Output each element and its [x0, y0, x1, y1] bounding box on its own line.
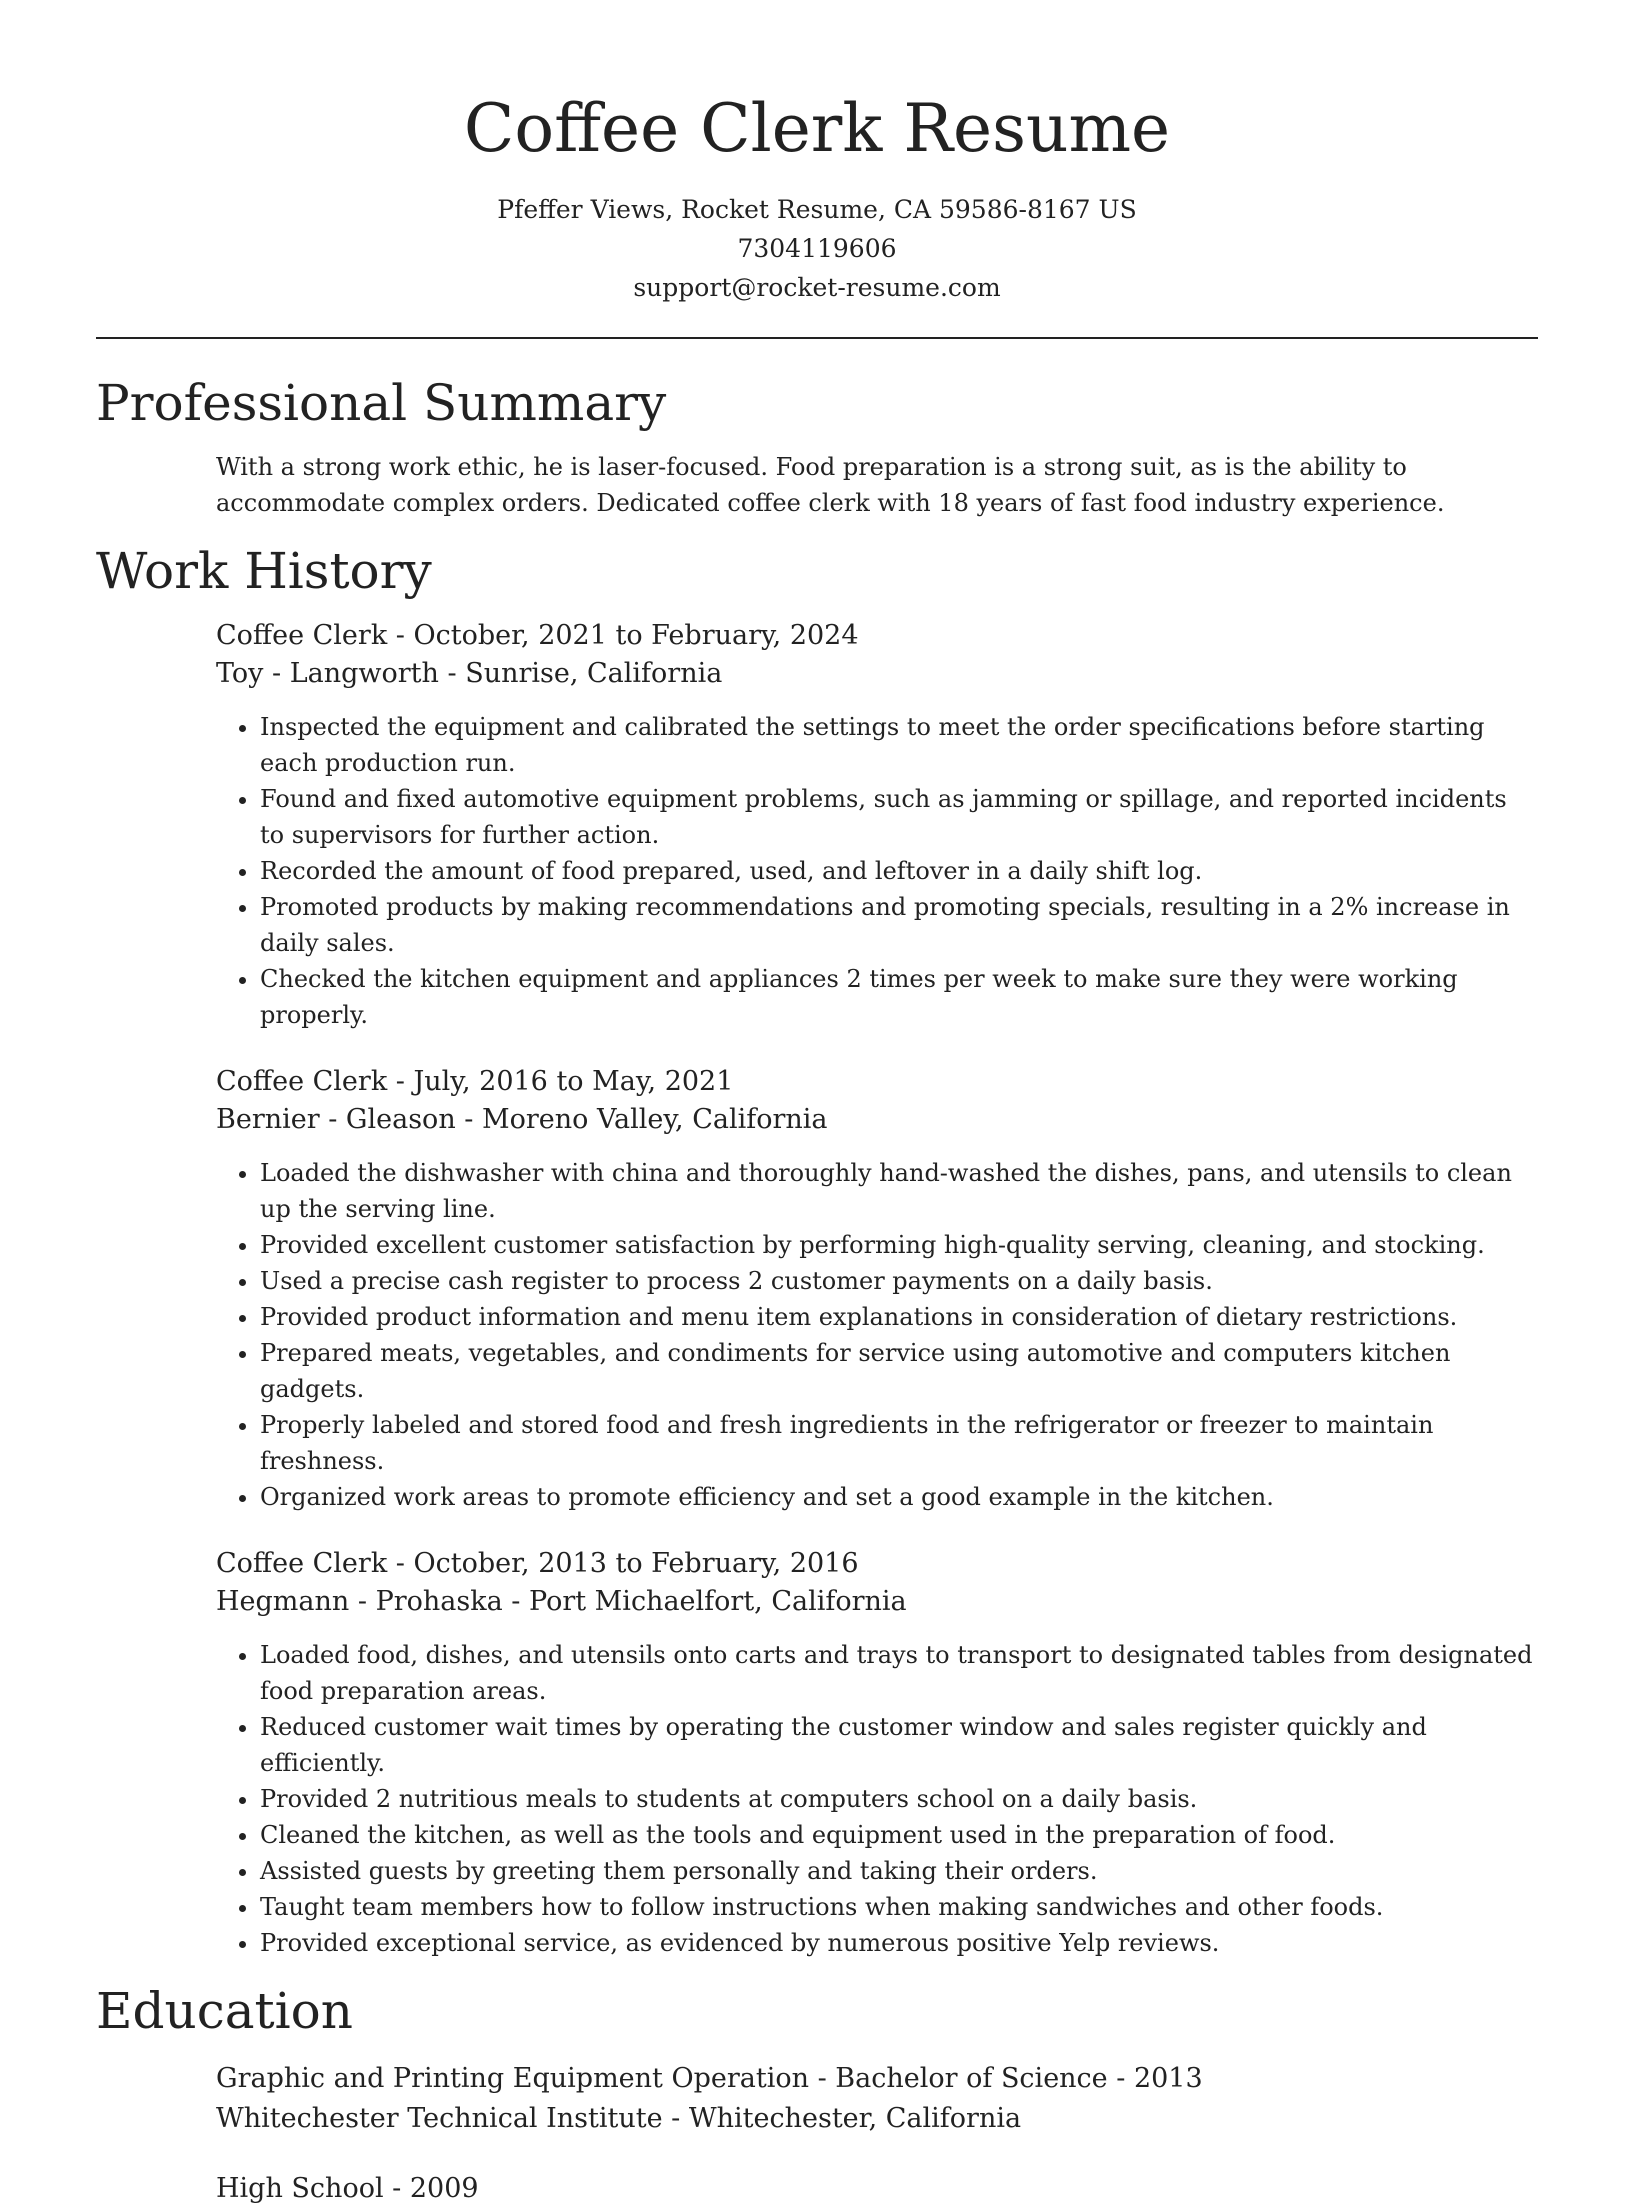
resume-page	[96, 0, 1538, 2209]
job-entry	[216, 1545, 1538, 1961]
work-history-heading: Work History	[96, 542, 432, 600]
education-heading: Education	[96, 1982, 353, 2040]
job-duty: • Used a precise cash register to process 2 customer payments on a daily basis.	[260, 1263, 1538, 1299]
job-company-line: Bernier - Gleason - Moreno Valley, California	[216, 1104, 828, 1135]
contact-email: support@rocket-resume.com	[633, 273, 1001, 302]
education-list	[96, 2059, 1538, 2209]
job-entry	[216, 1063, 1538, 1515]
job-duties	[216, 1637, 1538, 1961]
job-duty: • Found and fixed automotive equipment problems, such as jamming or spillage, and reported incidents to supervisors for further action.	[260, 781, 1538, 853]
job-duty: • Checked the kitchen equipment and appliances 2 times per week to make sure they were working properly.	[260, 961, 1538, 1033]
resume-title: Coffee Clerk Resume	[463, 90, 1171, 167]
work-history-list	[96, 617, 1538, 1961]
job-title-line: Coffee Clerk - July, 2016 to May, 2021	[216, 1066, 734, 1097]
header-divider	[96, 337, 1538, 339]
job-duties	[216, 1155, 1538, 1515]
job-duty: • Loaded food, dishes, and utensils onto carts and trays to transport to designated tables from designated food preparation areas.	[260, 1637, 1538, 1709]
job-duty: • Recorded the amount of food prepared, used, and leftover in a daily shift log.	[260, 853, 1538, 889]
degree-line: High School - 2009	[216, 2173, 479, 2204]
job-duty: • Properly labeled and stored food and fresh ingredients in the refrigerator or freezer to maintain freshness.	[260, 1407, 1538, 1479]
job-duty: • Taught team members how to follow instructions when making sandwiches and other foods.	[260, 1889, 1538, 1925]
resume-header	[96, 0, 1538, 307]
job-company-line: Toy - Langworth - Sunrise, California	[216, 658, 723, 689]
job-duty: • Reduced customer wait times by operating the customer window and sales register quickly and efficiently.	[260, 1709, 1538, 1781]
job-duty: • Inspected the equipment and calibrated the settings to meet the order specifications before starting each production run.	[260, 709, 1538, 781]
job-duty: • Loaded the dishwasher with china and thoroughly hand-washed the dishes, pans, and utensils to clean up the serving line.	[260, 1155, 1538, 1227]
education-entry	[216, 2059, 1538, 2139]
job-duty: • Provided product information and menu item explanations in consideration of dietary restrictions.	[260, 1299, 1538, 1335]
job-duty: • Provided exceptional service, as evidenced by numerous positive Yelp reviews.	[260, 1925, 1538, 1961]
job-entry	[216, 617, 1538, 1033]
summary-heading: Professional Summary	[96, 374, 667, 432]
job-duty: • Provided excellent customer satisfaction by performing high-quality serving, cleaning, and stocking.	[260, 1227, 1538, 1263]
job-duties	[216, 709, 1538, 1033]
job-duty: • Promoted products by making recommendations and promoting specials, resulting in a 2% increase in daily sales.	[260, 889, 1538, 961]
job-duty: • Assisted guests by greeting them personally and taking their orders.	[260, 1853, 1538, 1889]
job-company-line: Hegmann - Prohaska - Port Michaelfort, California	[216, 1586, 907, 1617]
summary-text: With a strong work ethic, he is laser-focused. Food preparation is a strong suit, as is the ability to accommodate complex orders. Dedicated coffee clerk with 18 years of fast food industry experience.	[216, 453, 1445, 517]
job-duty: • Organized work areas to promote efficiency and set a good example in the kitchen.	[260, 1479, 1538, 1515]
education-entry	[216, 2169, 1538, 2209]
school-line: Whitechester Technical Institute - Whitechester, California	[216, 2103, 1022, 2134]
contact-address: Pfeffer Views, Rocket Resume, CA 59586-8167 US	[497, 195, 1137, 224]
job-title-line: Coffee Clerk - October, 2021 to February, 2024	[216, 620, 859, 651]
job-duty: • Prepared meats, vegetables, and condiments for service using automotive and computers kitchen gadgets.	[260, 1335, 1538, 1407]
job-title-line: Coffee Clerk - October, 2013 to February, 2016	[216, 1548, 859, 1579]
contact-phone: 7304119606	[737, 234, 897, 263]
contact-info	[96, 190, 1538, 307]
degree-line: Graphic and Printing Equipment Operation - Bachelor of Science - 2013	[216, 2063, 1203, 2094]
job-duty: • Provided 2 nutritious meals to students at computers school on a daily basis.	[260, 1781, 1538, 1817]
job-duty: • Cleaned the kitchen, as well as the tools and equipment used in the preparation of food.	[260, 1817, 1538, 1853]
